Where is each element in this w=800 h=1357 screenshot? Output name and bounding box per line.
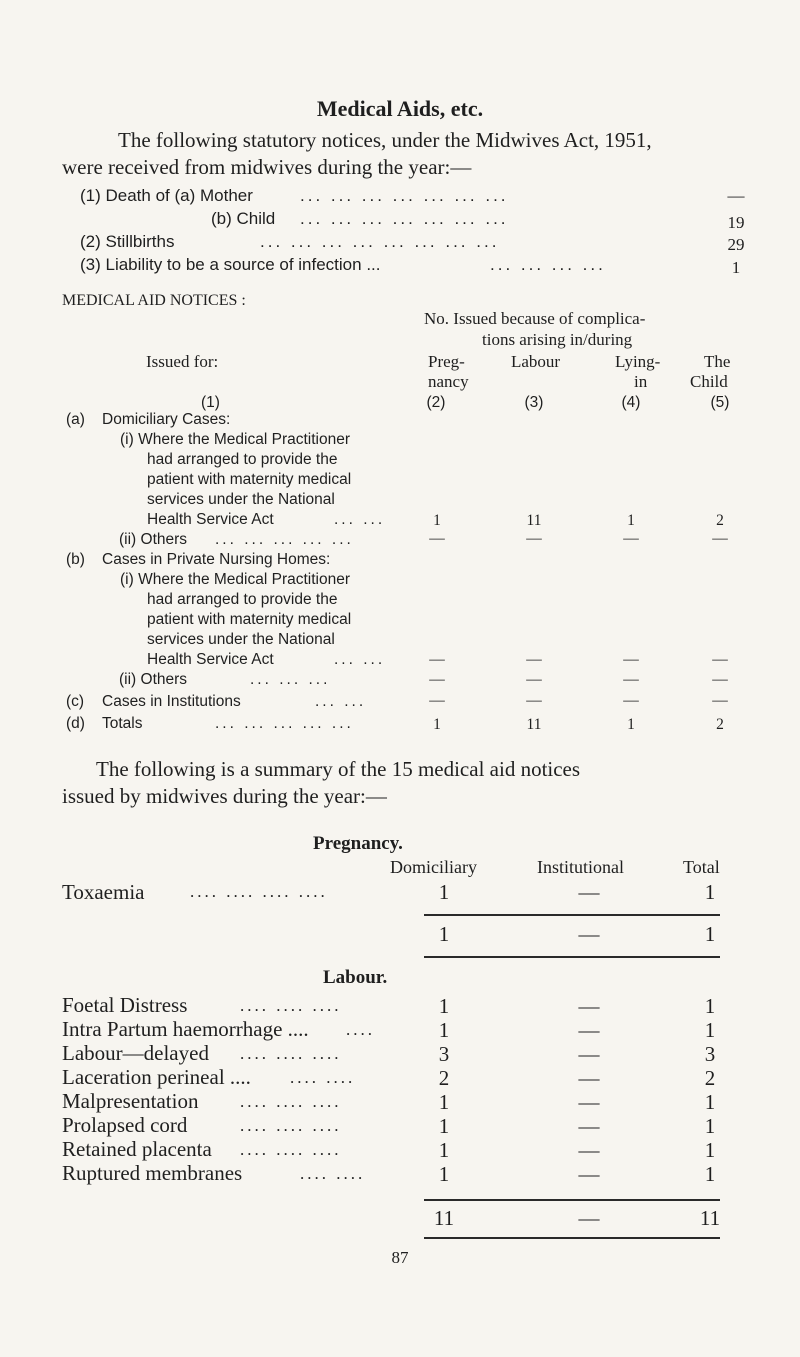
aid-col-header-top-1: No. Issued because of complica-	[424, 309, 646, 328]
aid-col-header-top-2: tions arising in/during	[482, 330, 633, 349]
intro-line-2: were received from midwives during the year:—	[62, 155, 472, 179]
labour-total-total: 11	[699, 1206, 721, 1230]
leader-dots: ... ...	[334, 651, 386, 668]
row-a-i-line-4: services under the National	[147, 491, 335, 508]
labour-row-5-dom: 1	[438, 1090, 450, 1114]
row-b-ii-v1: —	[429, 671, 445, 688]
row-a-i-v3: 1	[627, 512, 635, 529]
labour-row-6-total: 1	[704, 1114, 716, 1138]
row-b-ii-label: (ii) Others	[119, 671, 188, 688]
row-b-i-line-4: services under the National	[147, 631, 335, 648]
row-a-i-line-1: (i) Where the Medical Practitioner	[120, 431, 350, 448]
statutory-label-1: (1) Death of (a) Mother	[80, 186, 253, 205]
row-a-ii-v1: —	[429, 530, 445, 547]
labour-row-3-label: Labour—delayed	[62, 1041, 209, 1065]
leader-dots: ... ... ... ... ... ... ...	[300, 209, 509, 228]
leader-dots: .... .... ....	[240, 996, 342, 1015]
aid-notices-heading: MEDICAL AID NOTICES :	[62, 292, 246, 309]
row-a-i-line-5: Health Service Act	[147, 511, 274, 528]
labour-row-1-dom: 1	[438, 994, 450, 1018]
row-c-label: (c)	[66, 693, 85, 710]
row-a-ii-v2: —	[526, 530, 542, 547]
col-header-lying-in-1: Lying-	[615, 352, 661, 371]
col-num-3: (3)	[524, 394, 544, 411]
col-header-child-2: Child	[690, 372, 728, 391]
pregnancy-row-inst: —	[578, 880, 600, 904]
row-b-ii-v2: —	[526, 671, 542, 688]
col-header-lying-in-2: in	[634, 372, 648, 391]
leader-dots: ... ... ... ... ...	[215, 531, 354, 548]
statutory-label-4: (3) Liability to be a source of infection ...	[80, 255, 381, 274]
leader-dots: ....	[346, 1020, 375, 1039]
col-header-pregnancy-2: nancy	[428, 372, 469, 391]
row-c-title: Cases in Institutions	[102, 693, 241, 710]
row-b-ii-v3: —	[623, 671, 639, 688]
leader-dots: .... ....	[300, 1164, 366, 1183]
labour-row-2-total: 1	[704, 1018, 716, 1042]
labour-row-7-dom: 1	[438, 1138, 450, 1162]
row-b-label: (b)	[66, 551, 85, 568]
labour-row-4-total: 2	[704, 1066, 716, 1090]
labour-row-3-total: 3	[704, 1042, 716, 1066]
pregnancy-row-label: Toxaemia	[62, 880, 145, 904]
pregnancy-col-institutional: Institutional	[537, 857, 624, 877]
row-b-i-line-1: (i) Where the Medical Practitioner	[120, 571, 350, 588]
row-a-ii-label: (ii) Others	[119, 531, 188, 548]
leader-dots: .... .... ....	[240, 1116, 342, 1135]
pregnancy-rule-bottom	[424, 956, 720, 958]
labour-total-dom: 11	[433, 1206, 455, 1230]
statutory-value-1: —	[727, 186, 745, 205]
row-d-v1: 1	[433, 716, 441, 733]
leader-dots: .... .... ....	[240, 1140, 342, 1159]
labour-row-6-label: Prolapsed cord	[62, 1113, 188, 1137]
pregnancy-total-inst: —	[578, 922, 600, 946]
labour-row-8-total: 1	[704, 1162, 716, 1186]
col-header-pregnancy-1: Preg-	[428, 352, 465, 371]
labour-row-2-dom: 1	[438, 1018, 450, 1042]
labour-row-4-label: Laceration perineal ....	[62, 1065, 251, 1089]
labour-row-8-dom: 1	[438, 1162, 450, 1186]
pregnancy-row-total: 1	[704, 880, 716, 904]
row-b-i-line-5: Health Service Act	[147, 651, 274, 668]
col-num-1: (1)	[201, 394, 220, 411]
row-d-label: (d)	[66, 715, 85, 732]
row-b-ii-v4: —	[712, 671, 728, 688]
labour-row-5-label: Malpresentation	[62, 1089, 199, 1113]
labour-row-5-inst: —	[578, 1090, 600, 1114]
labour-rule-bottom	[424, 1237, 720, 1239]
statutory-value-2: 19	[727, 213, 745, 232]
page-number: 87	[391, 1248, 409, 1267]
col-header-child-1: The	[704, 352, 731, 371]
leader-dots: .... .... ....	[240, 1092, 342, 1111]
row-a-title: Domiciliary Cases:	[102, 411, 231, 428]
pregnancy-col-total: Total	[683, 857, 720, 877]
row-a-i-v2: 11	[526, 512, 542, 529]
labour-row-3-dom: 3	[438, 1042, 450, 1066]
labour-row-6-dom: 1	[438, 1114, 450, 1138]
row-d-v3: 1	[627, 716, 635, 733]
row-d-v4: 2	[716, 716, 724, 733]
row-b-i-v2: —	[526, 651, 542, 668]
statutory-value-3: 29	[727, 235, 745, 254]
intro-line-1: The following statutory notices, under the Midwives Act, 1951,	[118, 128, 652, 152]
row-a-i-v1: 1	[433, 512, 441, 529]
row-d-title: Totals	[102, 715, 143, 732]
labour-heading: Labour.	[323, 967, 388, 988]
pregnancy-col-domiciliary: Domiciliary	[390, 857, 477, 877]
col-num-5: (5)	[710, 394, 730, 411]
row-c-v1: —	[429, 692, 445, 709]
pregnancy-row-dom: 1	[438, 880, 450, 904]
labour-row-4-inst: —	[578, 1066, 600, 1090]
row-b-i-v1: —	[429, 651, 445, 668]
row-c-v2: —	[526, 692, 542, 709]
row-b-title: Cases in Private Nursing Homes:	[102, 551, 331, 568]
row-c-v3: —	[623, 692, 639, 709]
labour-row-1-label: Foetal Distress	[62, 993, 188, 1017]
leader-dots: ... ... ... ... ...	[215, 715, 354, 732]
leader-dots: ... ... ...	[250, 671, 331, 688]
leader-dots: ... ...	[315, 693, 367, 710]
row-b-i-line-3: patient with maternity medical	[147, 611, 352, 628]
row-a-label: (a)	[66, 411, 85, 428]
row-d-v2: 11	[526, 716, 542, 733]
labour-row-2-inst: —	[578, 1018, 600, 1042]
labour-row-8-label: Ruptured membranes	[62, 1161, 243, 1185]
issued-for-label: Issued for:	[146, 352, 219, 371]
pregnancy-heading: Pregnancy.	[313, 833, 403, 854]
labour-row-1-inst: —	[578, 994, 600, 1018]
row-a-i-v4: 2	[716, 512, 724, 529]
summary-line-2: issued by midwives during the year:—	[62, 784, 387, 808]
labour-row-3-inst: —	[578, 1042, 600, 1066]
labour-row-7-label: Retained placenta	[62, 1137, 212, 1161]
row-b-i-v4: —	[712, 651, 728, 668]
statutory-label-2: (b) Child	[211, 209, 276, 228]
labour-row-8-inst: —	[578, 1162, 600, 1186]
leader-dots: ... ...	[334, 511, 386, 528]
leader-dots: .... .... .... ....	[190, 882, 328, 901]
pregnancy-total-dom: 1	[438, 922, 450, 946]
pregnancy-total-total: 1	[704, 922, 716, 946]
leader-dots: ... ... ... ... ... ... ...	[300, 186, 509, 205]
labour-total-inst: —	[578, 1206, 600, 1230]
labour-row-5-total: 1	[704, 1090, 716, 1114]
row-a-ii-v3: —	[623, 530, 639, 547]
labour-row-2-label: Intra Partum haemorrhage ....	[62, 1017, 309, 1041]
statutory-value-4: 1	[731, 258, 741, 277]
col-num-2: (2)	[426, 394, 446, 411]
leader-dots: ... ... ... ... ... ... ... ...	[260, 232, 500, 251]
leader-dots: .... .... ....	[240, 1044, 342, 1063]
pregnancy-rule-top	[424, 914, 720, 916]
statutory-label-3: (2) Stillbirths	[80, 232, 175, 251]
row-b-i-line-2: had arranged to provide the	[147, 591, 338, 608]
leader-dots: ... ... ... ...	[490, 255, 606, 274]
col-num-4: (4)	[621, 394, 641, 411]
row-b-i-v3: —	[623, 651, 639, 668]
labour-rule-top	[424, 1199, 720, 1201]
leader-dots: .... ....	[290, 1068, 356, 1087]
labour-row-7-total: 1	[704, 1138, 716, 1162]
labour-row-1-total: 1	[704, 994, 716, 1018]
labour-row-7-inst: —	[578, 1138, 600, 1162]
col-header-labour: Labour	[511, 352, 561, 371]
page-title: Medical Aids, etc.	[316, 96, 484, 121]
labour-row-6-inst: —	[578, 1114, 600, 1138]
row-a-i-line-3: patient with maternity medical	[147, 471, 352, 488]
row-a-ii-v4: —	[712, 530, 728, 547]
row-c-v4: —	[712, 692, 728, 709]
row-a-i-line-2: had arranged to provide the	[147, 451, 338, 468]
labour-row-4-dom: 2	[438, 1066, 450, 1090]
summary-line-1: The following is a summary of the 15 medical aid notices	[96, 757, 581, 781]
